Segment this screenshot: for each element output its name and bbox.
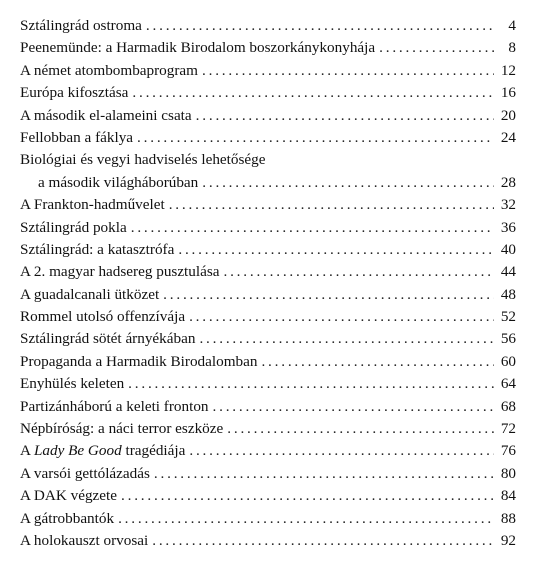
toc-entry-page: 32: [500, 196, 516, 214]
dot-leader: [118, 508, 494, 530]
toc-entry-page: 76: [500, 442, 516, 460]
dot-leader: [154, 463, 494, 485]
dot-leader: [121, 485, 494, 507]
toc-entry-page: 88: [500, 509, 516, 527]
toc-entry[interactable]: [20, 105, 516, 127]
toc-entry-page: 64: [500, 375, 516, 393]
dot-leader: [189, 306, 494, 328]
dot-leader: [128, 373, 494, 395]
toc-entry-title: A második el-alameini csata: [20, 106, 192, 124]
toc-entry-page: 52: [500, 308, 516, 326]
toc-entry-title: Rommel utolsó offenzívája: [20, 308, 186, 326]
toc-entry-title: Fellobban a fáklya: [20, 128, 134, 146]
dot-leader: [178, 239, 494, 261]
toc-entry-page: 48: [500, 285, 516, 303]
table-of-contents: [20, 15, 516, 552]
dot-leader: [152, 530, 494, 552]
toc-entry-title: Partizánháború a keleti fronton: [20, 397, 209, 415]
toc-entry[interactable]: [20, 373, 516, 395]
toc-entry-title-line2: a második világháborúban: [38, 173, 199, 191]
toc-entry-title: A guadalcanali ütközet: [20, 285, 160, 303]
toc-entry-page: 60: [500, 352, 516, 370]
toc-entry-title: A holokauszt orvosai: [20, 531, 149, 549]
toc-entry[interactable]: [20, 15, 516, 37]
toc-entry-title-prefix: A: [20, 442, 34, 460]
toc-entry[interactable]: [20, 60, 516, 82]
toc-entry[interactable]: [20, 82, 516, 104]
dot-leader: [223, 261, 494, 283]
dot-leader: [132, 82, 494, 104]
toc-entry[interactable]: [20, 351, 516, 373]
toc-entry[interactable]: [20, 418, 516, 440]
toc-entry[interactable]: [20, 328, 516, 350]
dot-leader: [261, 351, 494, 373]
toc-entry-title: Sztálingrád: a katasztrófa: [20, 240, 175, 258]
dot-leader: [199, 328, 494, 350]
toc-entry[interactable]: [20, 440, 516, 462]
toc-entry[interactable]: [20, 306, 516, 328]
toc-entry-title: Enyhülés keleten: [20, 375, 125, 393]
toc-entry[interactable]: [20, 396, 516, 418]
toc-entry-title: Peenemünde: a Harmadik Birodalom boszorkánykonyhája: [20, 39, 376, 57]
toc-entry-page: 80: [500, 464, 516, 482]
toc-entry[interactable]: [20, 261, 516, 283]
dot-leader: [196, 105, 494, 127]
toc-entry[interactable]: [20, 239, 516, 261]
toc-entry-page: 56: [500, 330, 516, 348]
toc-entry-title: Sztálingrád ostroma: [20, 17, 142, 34]
toc-entry-page: 72: [500, 420, 516, 438]
toc-entry-page: 40: [500, 240, 516, 258]
toc-entry-title: Biológiai és vegyi hadviselés lehetősége: [20, 151, 266, 169]
toc-entry-title: Propaganda a Harmadik Birodalomban: [20, 352, 258, 370]
toc-entry-multiline[interactable]: [20, 149, 516, 171]
toc-entry[interactable]: [20, 508, 516, 530]
dot-leader: [202, 172, 494, 194]
toc-entry[interactable]: [20, 284, 516, 306]
toc-entry-continuation[interactable]: [20, 172, 516, 194]
dot-leader: [189, 440, 494, 462]
dot-leader: [137, 127, 494, 149]
dot-leader: [163, 284, 494, 306]
toc-entry[interactable]: [20, 37, 516, 59]
dot-leader: [131, 217, 494, 239]
toc-entry[interactable]: [20, 485, 516, 507]
toc-entry-title: [20, 440, 185, 462]
dot-leader: [213, 396, 494, 418]
toc-entry-title: A Frankton-hadművelet: [20, 196, 165, 214]
toc-entry-page: 12: [500, 61, 516, 79]
toc-entry-page: 44: [500, 263, 516, 281]
toc-entry-page: 4: [508, 17, 516, 34]
toc-entry-page: 8: [508, 39, 516, 57]
toc-entry[interactable]: [20, 530, 516, 552]
toc-entry-title: A 2. magyar hadsereg pusztulása: [20, 263, 220, 281]
toc-entry-title: Sztálingrád pokla: [20, 218, 127, 236]
dot-leader: [227, 418, 494, 440]
toc-entry-page: 20: [500, 106, 516, 124]
toc-entry-title: A DAK végzete: [20, 487, 117, 505]
toc-entry[interactable]: [20, 127, 516, 149]
toc-entry[interactable]: [20, 463, 516, 485]
toc-entry-page: 36: [500, 218, 516, 236]
toc-entry-title-suffix: tragédiája: [121, 442, 186, 460]
dot-leader: [169, 194, 494, 216]
toc-entry-title-italic: Lady Be Good: [33, 442, 122, 460]
dot-leader: [379, 37, 494, 59]
toc-entry[interactable]: [20, 194, 516, 216]
toc-entry-title: Népbíróság: a náci terror eszköze: [20, 420, 224, 438]
toc-entry-title: Sztálingrád sötét árnyékában: [20, 330, 196, 348]
toc-entry-page: 16: [500, 84, 516, 102]
dot-leader: [146, 15, 494, 37]
dot-leader: [202, 60, 494, 82]
toc-entry-title: A gátrobbantók: [20, 509, 115, 527]
toc-entry-title: A varsói gettólázadás: [20, 464, 150, 482]
toc-entry-page: 24: [500, 128, 516, 146]
toc-entry[interactable]: [20, 217, 516, 239]
toc-entry-page: 92: [500, 531, 516, 549]
toc-entry-page: 84: [500, 487, 516, 505]
toc-entry-page: 28: [500, 173, 516, 191]
toc-entry-page: 68: [500, 397, 516, 415]
toc-entry-title: Európa kifosztása: [20, 84, 129, 102]
toc-entry-title: A német atombombaprogram: [20, 61, 198, 79]
